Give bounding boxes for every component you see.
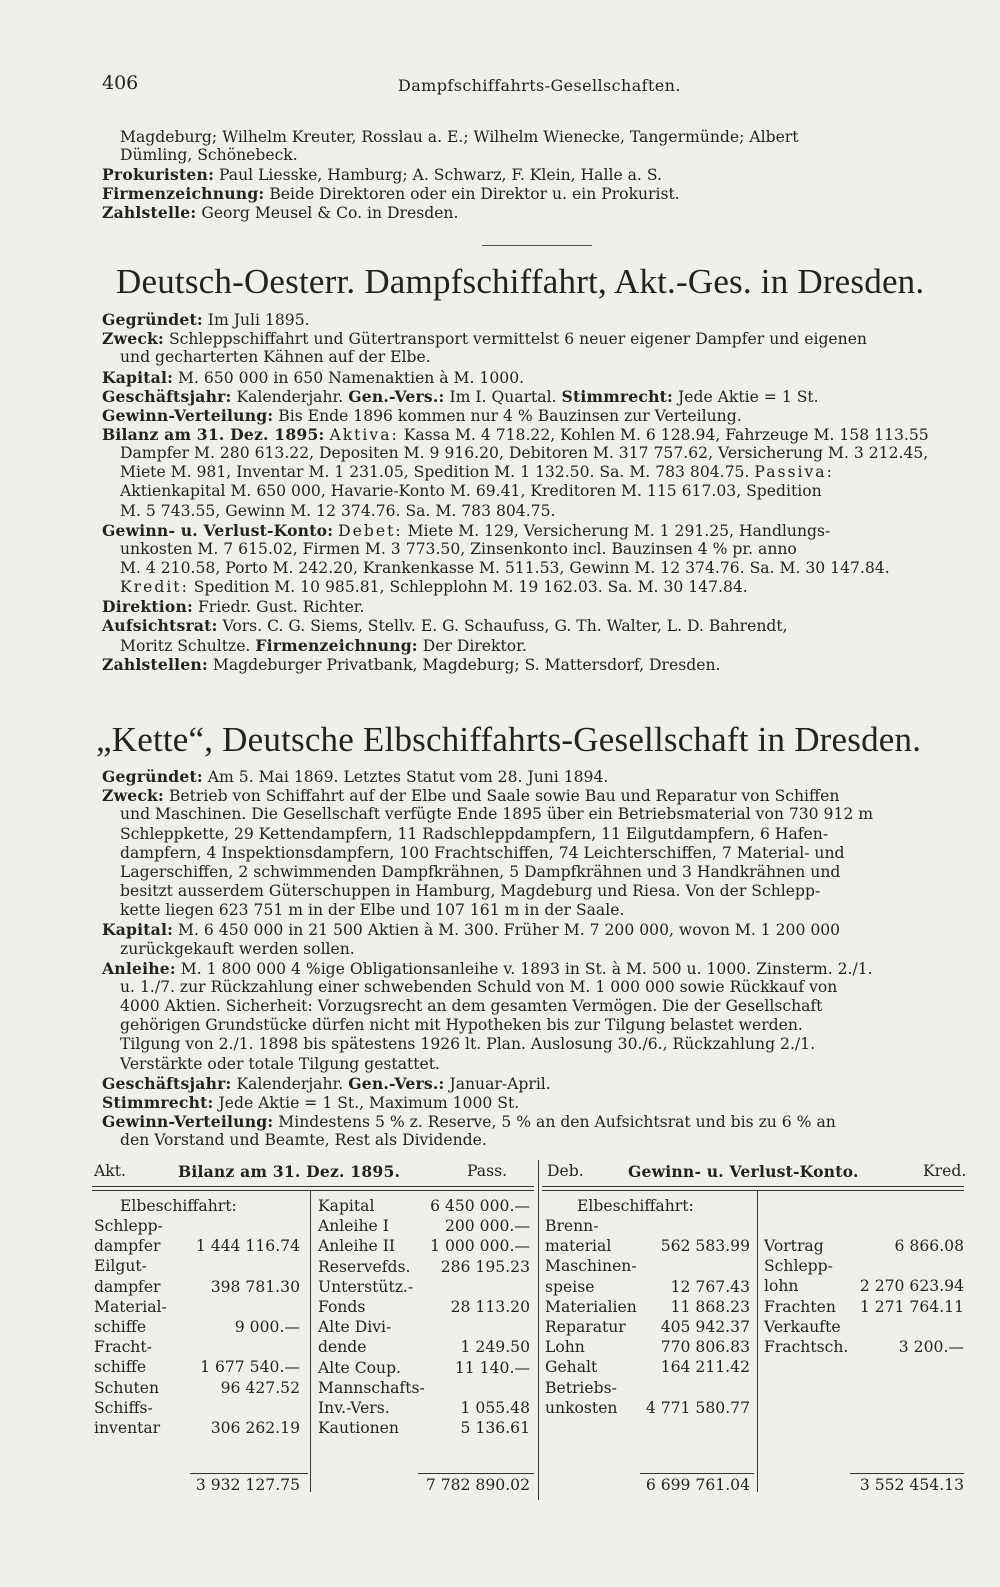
text-line (102, 1112, 836, 1133)
field-label: Stimmrecht: (102, 1093, 214, 1112)
aktiva-section: Elbeschiffahrt: (120, 1197, 237, 1215)
field-sublabel: Kredit: (120, 578, 189, 596)
guv-kred-label: Kred. (923, 1162, 967, 1180)
field-label: Zahlstelle: (102, 203, 197, 222)
table-row-value: 1 000 000.— (430, 1237, 530, 1256)
field-value: Miete M. 981, Inventar M. 1 231.05, Spedition M. 1 132.50. Sa. M. 783 804.75. (120, 463, 750, 481)
text-line: zurückgekauft werden sollen. (120, 940, 355, 958)
table-rule (542, 1186, 964, 1187)
field-value: Jede Aktie = 1 St. (678, 388, 819, 406)
text-line: besitzt ausserdem Güterschuppen in Hamburg, Magdeburg und Riesa. Von der Schlepp- (120, 882, 821, 900)
table-row-value: 3 200.— (898, 1338, 964, 1356)
text-line (102, 165, 662, 186)
table-row-label: inventar (94, 1419, 161, 1437)
field-value: Im I. Quartal. (449, 388, 557, 406)
table-row-label: schiffe (94, 1318, 147, 1336)
field-value: Schleppschiffahrt und Gütertransport vermittelst 6 neuer eigener Dampfer und eigenen (168, 330, 867, 348)
table-row-value: 164 211.42 (660, 1358, 750, 1377)
field-label: Anleihe: (102, 959, 176, 978)
field-label: Zweck: (102, 786, 164, 805)
text-line (102, 310, 310, 331)
field-label: Kapital: (102, 920, 174, 939)
table-row-label: Schlepp- (764, 1257, 833, 1276)
field-sublabel: Passiva: (754, 463, 834, 481)
table-row-label: Fracht- (94, 1338, 152, 1357)
text-line (102, 406, 742, 427)
field-label: Gegründet: (102, 767, 203, 786)
table-row-label: Anleihe II (318, 1237, 396, 1256)
sum-rule (640, 1473, 754, 1474)
text-line (120, 463, 834, 483)
table-row-label: Maschinen- (545, 1257, 637, 1276)
table-row-label: Material- (94, 1297, 167, 1316)
field-value: Beide Direktoren oder ein Direktor u. ein Prokurist. (269, 185, 680, 203)
table-row-value: 28 113.20 (450, 1298, 530, 1316)
field-value: Kalenderjahr. (236, 388, 344, 406)
sum-rule (190, 1473, 308, 1474)
field-label: Firmenzeichnung: (102, 184, 265, 203)
debet-section: Elbeschiffahrt: (577, 1197, 694, 1215)
table-row-value: 2 270 623.94 (859, 1277, 964, 1296)
table-row-value: 306 262.19 (210, 1419, 300, 1437)
text-line: und gecharterten Kähnen auf der Elbe. (120, 348, 431, 366)
table-row-label: Reparatur (545, 1318, 626, 1336)
table-row-label: Alte Coup. (318, 1358, 402, 1377)
field-label: Stimmrecht: (561, 387, 674, 406)
table-column-rule (757, 1190, 758, 1492)
field-value: Vors. C. G. Siems, Stellv. E. G. Schaufuss, G. Th. Walter, L. D. Bahrendt, (222, 617, 788, 635)
table-row-label: Schiffs- (94, 1398, 153, 1417)
field-value: Am 5. Mai 1869. Letztes Statut vom 28. Juni 1894. (207, 768, 609, 786)
text-line: kette liegen 623 751 m in der Elbe und 107 161 m in der Saale. (120, 901, 625, 919)
table-row-value: 1 677 540.— (200, 1358, 300, 1377)
field-value: Der Direktor. (422, 637, 527, 655)
table-row-value: 96 427.52 (220, 1378, 300, 1397)
field-value: Jede Aktie = 1 St., Maximum 1000 St. (218, 1094, 520, 1112)
table-row-label: Materialien (545, 1297, 637, 1316)
field-label: Geschäftsjahr: (102, 1074, 232, 1093)
field-value: Friedr. Gust. Richter. (197, 598, 365, 616)
text-line: u. 1./7. zur Rückzahlung einer schwebenden Schuld von M. 1 000 000 sowie Rückkauf von (120, 978, 838, 996)
table-row-value: 1 249.50 (460, 1338, 530, 1357)
bilanz-title: Bilanz am 31. Dez. 1895. (178, 1162, 401, 1181)
text-line (102, 767, 608, 788)
text-line (120, 578, 748, 598)
field-label: Firmenzeichnung: (255, 636, 418, 655)
text-line: unkosten M. 7 615.02, Firmen M. 3 773.50, Zinsenkonto incl. Bauzinsen 4 % pr. anno (120, 540, 797, 558)
field-value: Spedition M. 10 985.81, Schlepplohn M. 19 162.03. Sa. M. 30 147.84. (193, 578, 748, 596)
table-row-label: Betriebs- (545, 1378, 617, 1397)
text-line (102, 387, 819, 408)
text-line (102, 184, 680, 205)
page-number: 406 (102, 72, 139, 94)
field-value: Mindestens 5 % z. Reserve, 5 % an den Aufsichtsrat und bis zu 6 % an (278, 1113, 836, 1131)
field-label: Gegründet: (102, 310, 203, 329)
text-line (102, 425, 929, 446)
text-line: Dampfer M. 280 613.22, Depositen M. 9 916.20, Debitoren M. 317 757.62, Versicherung M. 3 212.45, (120, 444, 929, 462)
table-row-label: Unterstütz.- (318, 1277, 414, 1296)
field-label: Zahlstellen: (102, 655, 208, 674)
table-row-label: Fonds (318, 1298, 366, 1316)
field-label: Kapital: (102, 368, 174, 387)
field-value: M. 6 450 000 in 21 500 Aktien à M. 300. Früher M. 7 200 000, wovon M. 1 200 000 (178, 921, 841, 939)
table-row-label: Kautionen (318, 1419, 399, 1438)
table-row-value: 398 781.30 (210, 1277, 300, 1296)
table-row-label: Schlepp- (94, 1217, 163, 1235)
table-row-label: Gehalt (545, 1358, 598, 1377)
text-line: gehörigen Grundstücke dürfen nicht mit Hypotheken bis zur Tilgung belastet werden. (120, 1016, 803, 1034)
bilanz-pass-label: Pass. (467, 1162, 508, 1180)
table-row-value: 200 000.— (444, 1217, 530, 1236)
field-value: Moritz Schultze. (120, 637, 251, 655)
table-row-label: lohn (764, 1277, 799, 1296)
table-row-label: Kapital (318, 1197, 375, 1215)
text-line (102, 1093, 519, 1114)
text-line: den Vorstand und Beamte, Rest als Dividende. (120, 1131, 487, 1149)
text-line: und Maschinen. Die Gesellschaft verfügte Ende 1895 über ein Betriebsmaterial von 730 912 m (120, 805, 874, 823)
text-line: Schleppkette, 29 Kettendampfern, 11 Radschleppdampfern, 11 Eilgutdampfern, 6 Hafen- (120, 825, 829, 843)
table-row-value: 11 140.— (454, 1358, 530, 1377)
table-row-value: 5 136.61 (460, 1419, 530, 1438)
table-row-label: schiffe (94, 1358, 147, 1377)
field-value: Januar-April. (449, 1075, 551, 1093)
text-line: M. 5 743.55, Gewinn M. 12 374.76. Sa. M. 783 804.75. (120, 502, 556, 520)
sum-rule (850, 1473, 964, 1474)
text-line (102, 655, 720, 676)
field-label: Zweck: (102, 329, 164, 348)
company-title: „Kette“, Deutsche Elbschiffahrts-Gesellschaft in Dresden. (96, 720, 922, 759)
field-label: Gewinn-Verteilung: (102, 1112, 274, 1131)
field-sublabel: Debet: (338, 522, 403, 540)
field-label: Gen.-Vers.: (348, 1074, 445, 1093)
table-row-value: 1 444 116.74 (195, 1237, 300, 1256)
table-row-value: 6 450 000.— (430, 1197, 530, 1215)
section-divider (482, 245, 592, 246)
text-line: 4000 Aktien. Sicherheit: Vorzugsrecht an dem gesamten Vermögen. Die der Gesellschaft (120, 997, 823, 1015)
passiva-total: 7 782 890.02 (425, 1476, 530, 1494)
field-value: Betrieb von Schiffahrt auf der Elbe und Saale sowie Bau und Reparatur von Schiffen (168, 787, 840, 805)
table-row-value: 12 767.43 (670, 1277, 750, 1296)
table-row-label: Lohn (545, 1338, 585, 1357)
table-rule (92, 1186, 534, 1187)
table-rule (542, 1190, 964, 1191)
table-row-label: dampfer (94, 1237, 161, 1256)
text-line: Verstärkte oder totale Tilgung gestattet. (120, 1055, 440, 1073)
text-line (102, 329, 867, 350)
table-row-value: 11 868.23 (670, 1297, 750, 1316)
text-line (102, 920, 840, 941)
text-line: Aktienkapital M. 650 000, Havarie-Konto M. 69.41, Kreditoren M. 115 617.03, Spedition (120, 482, 822, 500)
table-row-label: Mannschafts- (318, 1378, 425, 1397)
table-row-label: material (545, 1237, 612, 1256)
field-label: Prokuristen: (102, 165, 215, 184)
table-row-label: unkosten (545, 1398, 618, 1417)
table-row-label: dende (318, 1338, 367, 1357)
text-line (102, 786, 839, 807)
table-row-value: 4 771 580.77 (645, 1398, 750, 1417)
sum-rule (418, 1473, 534, 1474)
field-value: M. 1 800 000 4 %ige Obligationsanleihe v. 1893 in St. à M. 500 u. 1000. Zinsterm. 2./1. (180, 960, 873, 978)
company-title: Deutsch-Oesterr. Dampfschiffahrt, Akt.-Ges. in Dresden. (116, 262, 925, 301)
table-column-rule (310, 1190, 311, 1492)
table-row-value: 9 000.— (234, 1318, 300, 1336)
text-line: Dümling, Schönebeck. (120, 146, 298, 164)
text-line: dampfern, 4 Inspektionsdampfern, 100 Frachtschiffen, 74 Leichterschiffen, 7 Material- und (120, 844, 845, 862)
table-row-label: dampfer (94, 1277, 161, 1296)
field-value: Miete M. 129, Versicherung M. 1 291.25, Handlungs- (407, 522, 831, 540)
text-line: Lagerschiffen, 2 schwimmenden Dampfkrähnen, 5 Dampfkrähnen und 3 Handkrähnen und (120, 863, 841, 881)
field-value: Georg Meusel & Co. in Dresden. (201, 204, 459, 222)
text-line (102, 1074, 551, 1095)
guv-deb-label: Deb. (547, 1162, 584, 1180)
guv-title: Gewinn- u. Verlust-Konto. (628, 1162, 859, 1181)
table-row-label: Inv.-Vers. (318, 1399, 390, 1417)
field-label: Bilanz am 31. Dez. 1895: (102, 425, 325, 444)
field-value: Im Juli 1895. (207, 311, 310, 329)
table-row-value: 286 195.23 (440, 1257, 530, 1276)
table-row-value: 405 942.37 (660, 1318, 750, 1336)
table-row-label: speise (545, 1277, 595, 1296)
table-row-label: Verkaufte (764, 1317, 841, 1336)
text-line (102, 959, 873, 980)
field-label: Geschäftsjahr: (102, 387, 232, 406)
field-value: Bis Ende 1896 kommen nur 4 % Bauzinsen zur Verteilung. (278, 407, 742, 425)
table-row-value: 1 055.48 (460, 1399, 530, 1417)
kredit-total: 3 552 454.13 (859, 1476, 964, 1494)
table-row-label: Eilgut- (94, 1257, 147, 1276)
field-label: Gen.-Vers.: (348, 387, 445, 406)
table-row-value: 562 583.99 (660, 1237, 750, 1256)
debet-total: 6 699 761.04 (645, 1476, 750, 1494)
table-row-value: 1 271 764.11 (859, 1297, 964, 1316)
bilanz-akt-label: Akt. (94, 1162, 126, 1180)
field-value: M. 650 000 in 650 Namenaktien à M. 1000. (178, 369, 525, 387)
aktiva-total: 3 932 127.75 (195, 1476, 300, 1494)
table-rule (92, 1190, 534, 1191)
text-line (102, 616, 788, 637)
field-label: Gewinn- u. Verlust-Konto: (102, 521, 334, 540)
table-row-value: 770 806.83 (660, 1338, 750, 1357)
field-value: Paul Liesske, Hamburg; A. Schwarz, F. Klein, Halle a. S. (219, 166, 662, 184)
table-row-label: Frachten (764, 1297, 836, 1316)
text-line: Magdeburg; Wilhelm Kreuter, Rosslau a. E.; Wilhelm Wienecke, Tangermünde; Albert (120, 128, 799, 146)
table-row-label: Anleihe I (318, 1217, 389, 1236)
field-value: Kalenderjahr. (236, 1075, 344, 1093)
text-line: Tilgung von 2./1. 1898 bis spätestens 1926 lt. Plan. Auslosung 30./6., Rückzahlung 2./1. (120, 1035, 816, 1053)
field-value: Magdeburger Privatbank, Magdeburg; S. Mattersdorf, Dresden. (212, 656, 721, 674)
text-line: M. 4 210.58, Porto M. 242.20, Krankenkasse M. 511.53, Gewinn M. 12 374.76. Sa. M. 30 147.84. (120, 559, 890, 577)
text-line (102, 597, 365, 618)
field-sublabel: Aktiva: (329, 426, 399, 444)
table-column-rule (538, 1160, 539, 1500)
table-row-label: Reservefds. (318, 1257, 411, 1276)
text-line (102, 203, 458, 224)
field-value: Kassa M. 4 718.22, Kohlen M. 6 128.94, Fahrzeuge M. 158 113.55 (403, 426, 929, 444)
field-label: Gewinn-Verteilung: (102, 406, 274, 425)
table-row-label: Vortrag (764, 1237, 824, 1255)
text-line (102, 521, 830, 542)
text-line (120, 636, 527, 657)
table-row-label: Brenn- (545, 1217, 599, 1235)
table-row-label: Alte Divi- (318, 1318, 392, 1337)
text-line (102, 368, 524, 389)
running-title: Dampfschiffahrts-Gesellschaften. (398, 76, 681, 95)
table-row-label: Schuten (94, 1378, 160, 1397)
field-label: Aufsichtsrat: (102, 616, 218, 635)
field-label: Direktion: (102, 597, 194, 616)
table-row-label: Frachtsch. (764, 1338, 849, 1356)
table-row-value: 6 866.08 (894, 1237, 964, 1255)
